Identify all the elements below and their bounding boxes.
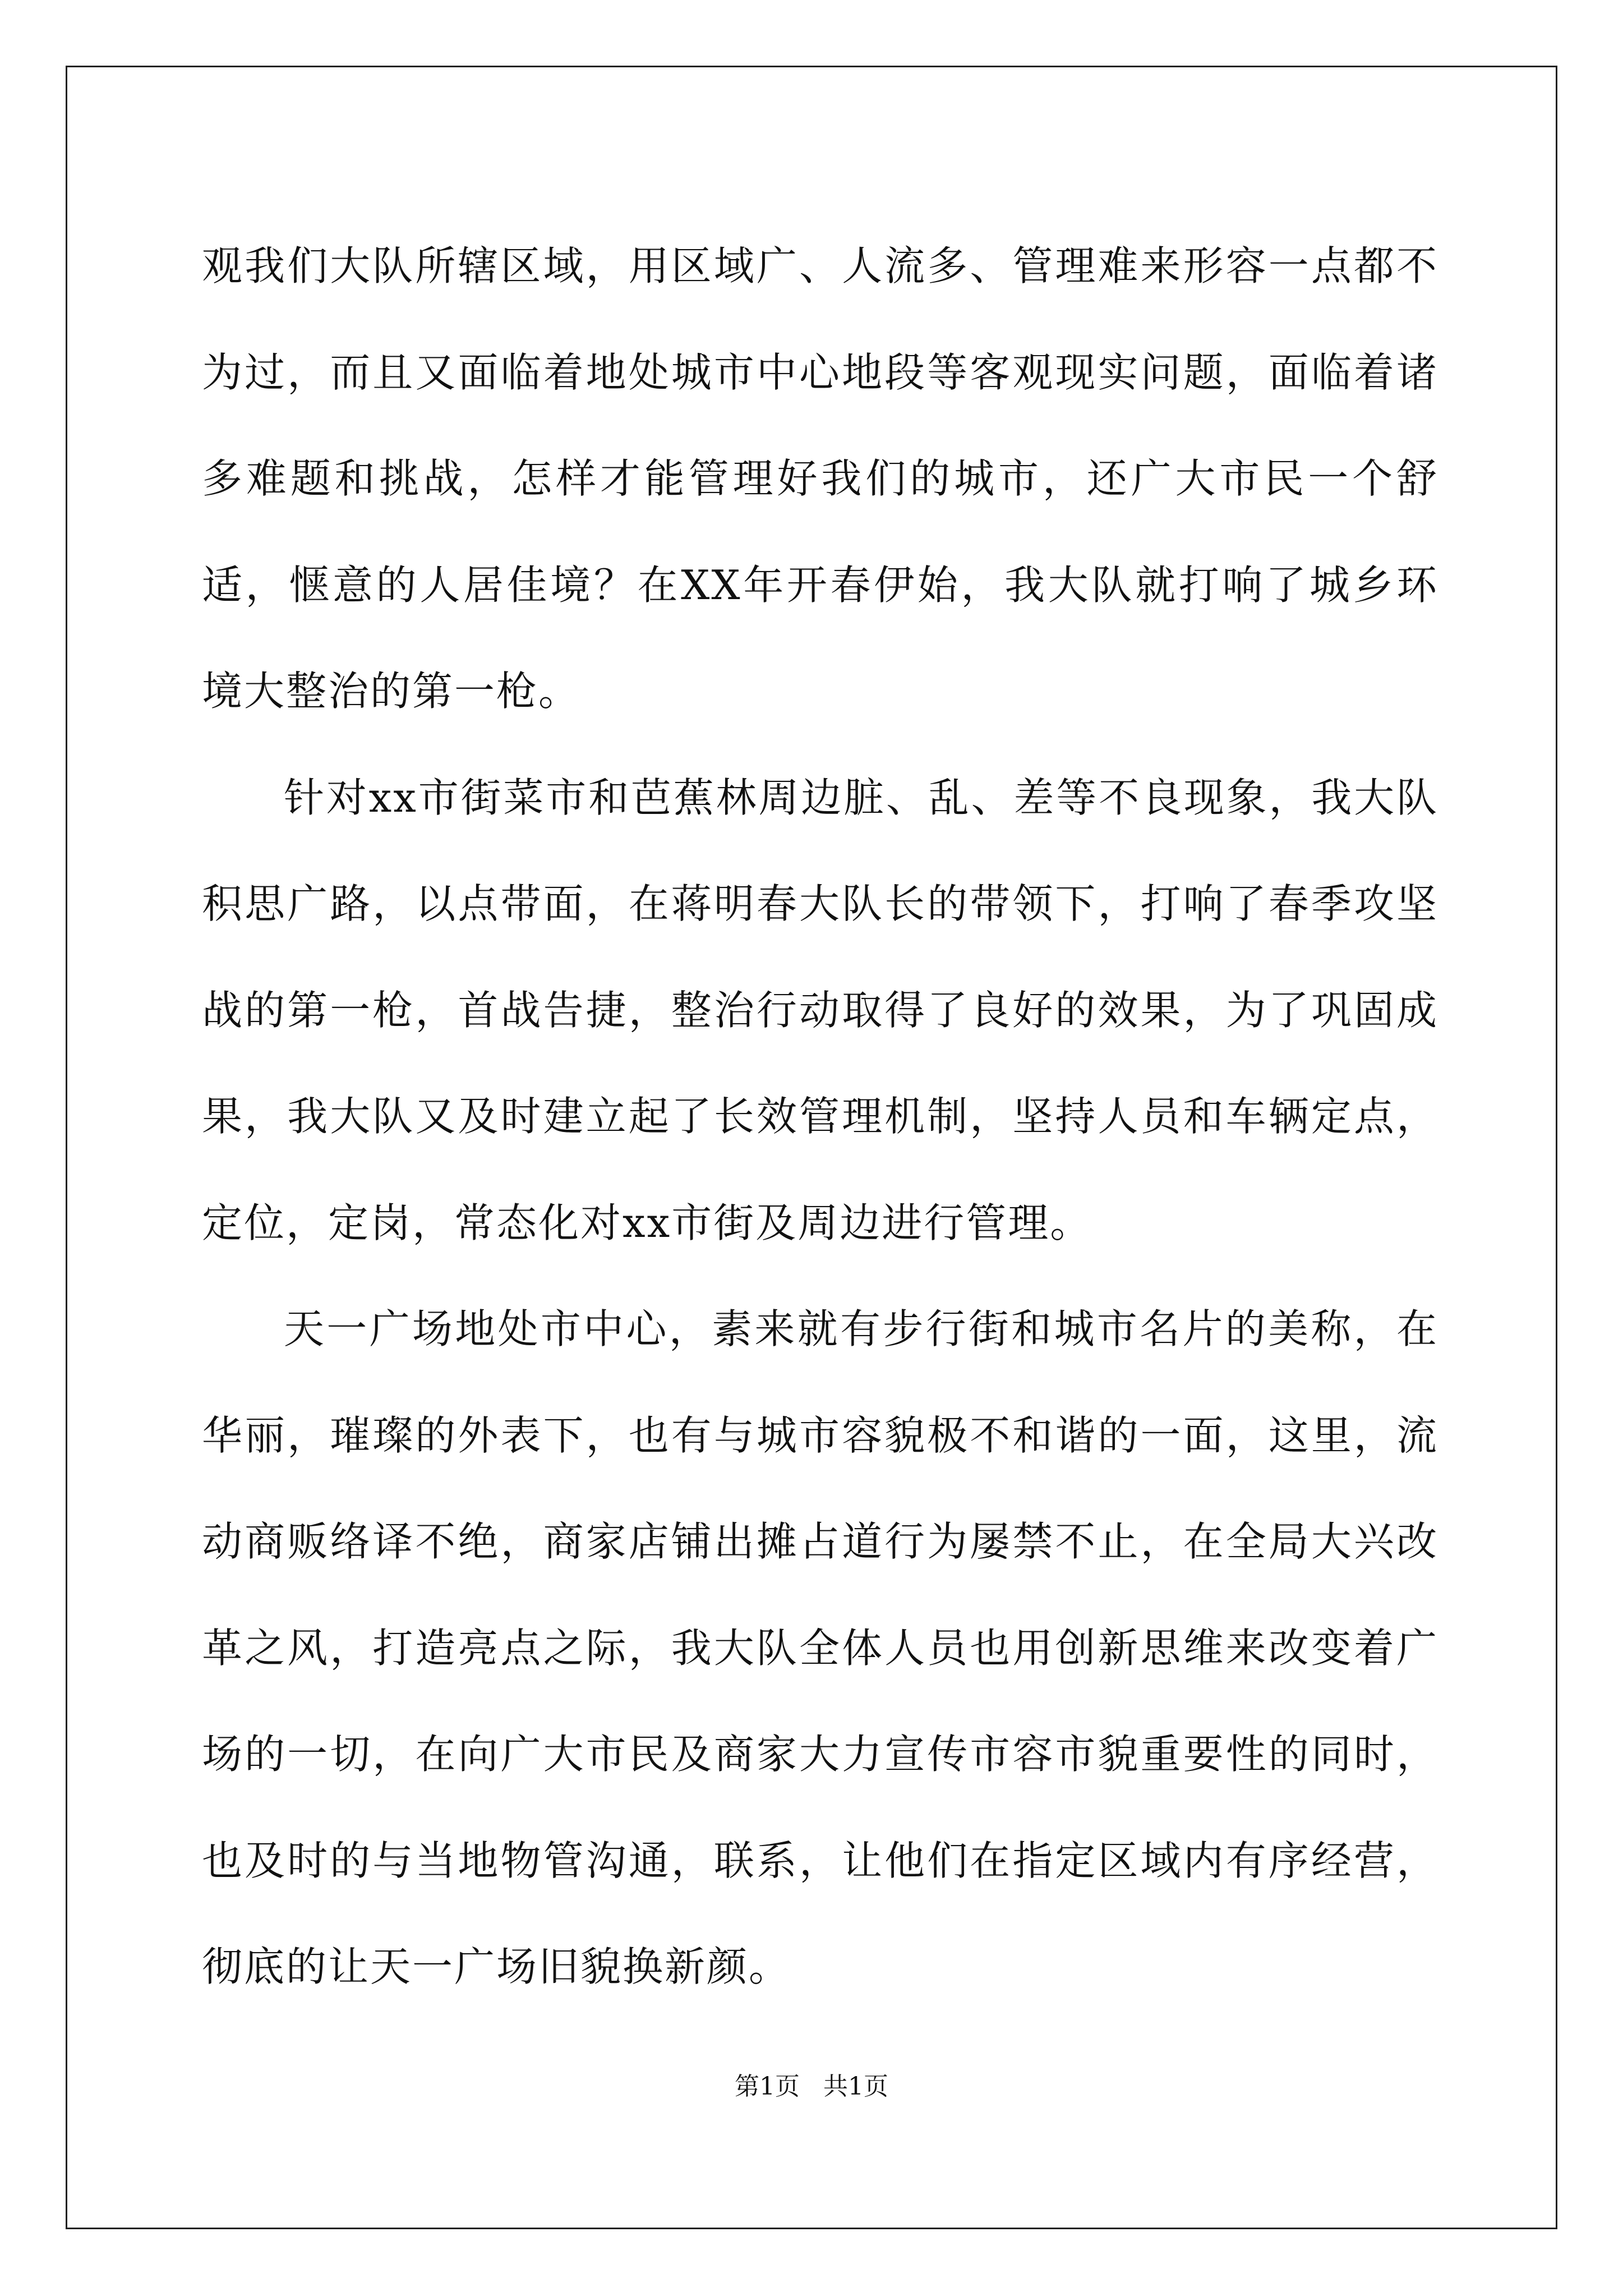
page-total: 共1页 — [823, 2072, 888, 2101]
page-number: 第1页 — [735, 2072, 800, 2101]
page-footer — [0, 2070, 1623, 2104]
paragraph-3: 天一广场地处市中心，素来就有步行街和城市名片的美称，在华丽，璀璨的外表下，也有与城市容貌极不和谐的一面，这里，流动商贩络译不绝，商家店铺出摊占道行为屡禁不止，在全局大兴改革之风，打造亮点之际，我大队全体人员也用创新思维来改变着广场的一切，在向广大市民及商家大力宣传市容市貌重要性的同时，也及时的与当地物管沟通，联系，让他们在指定区域内有序经营，彻底的让天一广场旧貌换新颜。 — [202, 1305, 1438, 1990]
paragraph-2: 针对xx市街菜市和芭蕉林周边脏、乱、差等不良现象，我大队积思广路，以点带面，在蒋明春大队长的带领下，打响了春季攻坚战的第一枪，首战告捷，整治行动取得了良好的效果，为了巩固成果，我大队又及时建立起了长效管理机制，坚持人员和车辆定点，定位，定岗，常态化对xx市街及周边进行管理。 — [202, 774, 1438, 1246]
paragraph-1: 观我们大队所辖区域，用区域广、人流多、管理难来形容一点都不为过，而且又面临着地处城市中心地段等客观现实问题，面临着诸多难题和挑战，怎样才能管理好我们的城市，还广大市民一个舒适，惬意的人居佳境？在XX年开春伊始，我大队就打响了城乡环境大整治的第一枪。 — [202, 242, 1438, 715]
document-body — [202, 213, 1438, 2021]
